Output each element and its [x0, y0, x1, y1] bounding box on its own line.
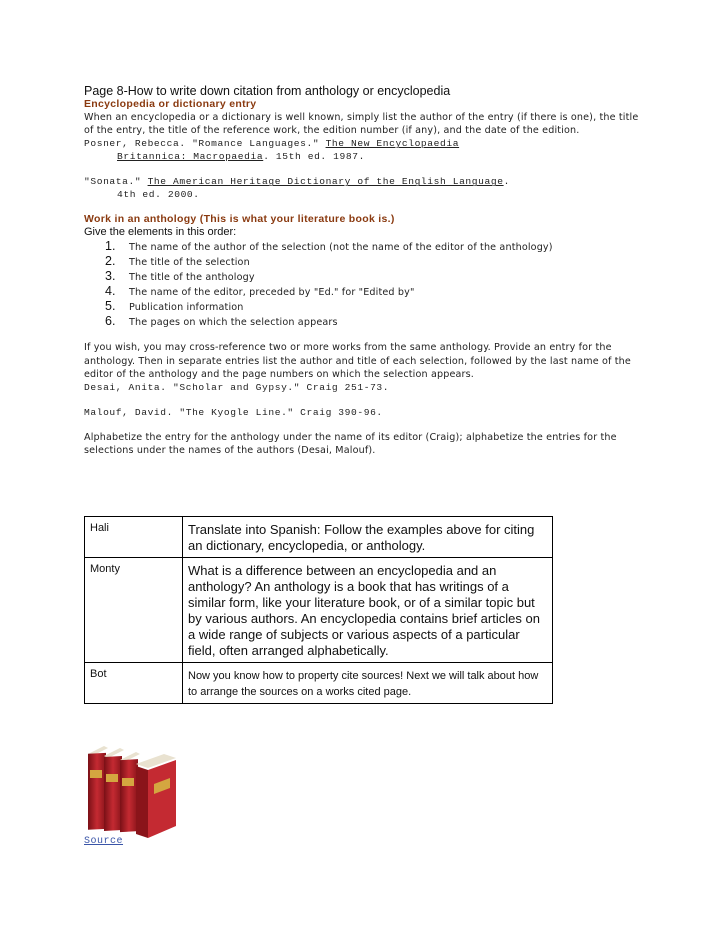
books-illustration	[84, 740, 184, 838]
elements-list	[84, 239, 649, 329]
citation-example-malouf: Malouf, David. "The Kyogle Line." Craig 390-96.	[84, 407, 383, 419]
speaker-name: Bot	[85, 663, 183, 704]
speaker-name: Monty	[85, 558, 183, 663]
encyclopedia-heading: Encyclopedia or dictionary entry	[84, 98, 257, 110]
list-item: 3. The title of the anthology	[105, 269, 255, 284]
document-body	[84, 84, 649, 457]
page-title: Page 8-How to write down citation from anthology or encyclopedia	[84, 84, 451, 98]
citation-example-sonata: "Sonata." The American Heritage Dictionary of the English Language. 4th ed. 2000.	[84, 176, 510, 201]
speaker-text: Translate into Spanish: Follow the examples above for citing an dictionary, encyclopedia, or anthology.	[183, 517, 553, 558]
cross-reference-paragraph: If you wish, you may cross-reference two or more works from the same anthology. Provide an entry for the anthology. Then in separate entries list the author and title of each selection, followed by the last name of the editor of the anthology and the page numbers on which the selection appears.	[84, 342, 631, 380]
alphabetize-paragraph: Alphabetize the entry for the anthology under the name of its editor (Craig); alphabetize the entries for the selections under the names of the authors (Desai, Malouf).	[84, 432, 617, 457]
speaker-name: Hali	[85, 517, 183, 558]
anthology-heading: Work in an anthology (This is what your literature book is.)	[84, 213, 395, 226]
speaker-text: Now you know how to property cite sources! Next we will talk about how to arrange the sources on a works cited page.	[183, 663, 553, 704]
list-item: 5. Publication information	[105, 299, 244, 314]
citation-example-posner: Posner, Rebecca. "Romance Languages." The New Encyclopaedia Britannica: Macropaedia. 15th ed. 1987.	[84, 138, 460, 163]
list-item: 6. The pages on which the selection appears	[105, 314, 338, 329]
list-item: 4. The name of the editor, preceded by "Ed." for "Edited by"	[105, 284, 415, 299]
table-row	[85, 558, 553, 663]
encyclopedia-description: When an encyclopedia or a dictionary is well known, simply list the author of the entry (if there is one), the title of the entry, the title of the reference work, the edition number (if any), and the date of the edition.	[84, 112, 639, 137]
speaker-text: What is a difference between an encyclopedia and an anthology? An anthology is a book that has writings of a similar form, like your literature book, or of a similar topic but by various authors. An encyclopedia contains brief articles on a wide range of subjects or various aspects of a particular field, often arranged alphabetically.	[183, 558, 553, 663]
list-item: 1. The name of the author of the selection (not the name of the editor of the anthology)	[105, 239, 553, 254]
list-item: 2. The title of the selection	[105, 254, 250, 269]
dialogue-table	[84, 516, 553, 704]
citation-example-desai: Desai, Anita. "Scholar and Gypsy." Craig 251-73.	[84, 382, 390, 394]
book-icon	[136, 754, 176, 838]
table-row	[85, 663, 553, 704]
elements-intro: Give the elements in this order:	[84, 226, 237, 239]
source-link[interactable]: Source	[84, 836, 124, 847]
table-row	[85, 517, 553, 558]
